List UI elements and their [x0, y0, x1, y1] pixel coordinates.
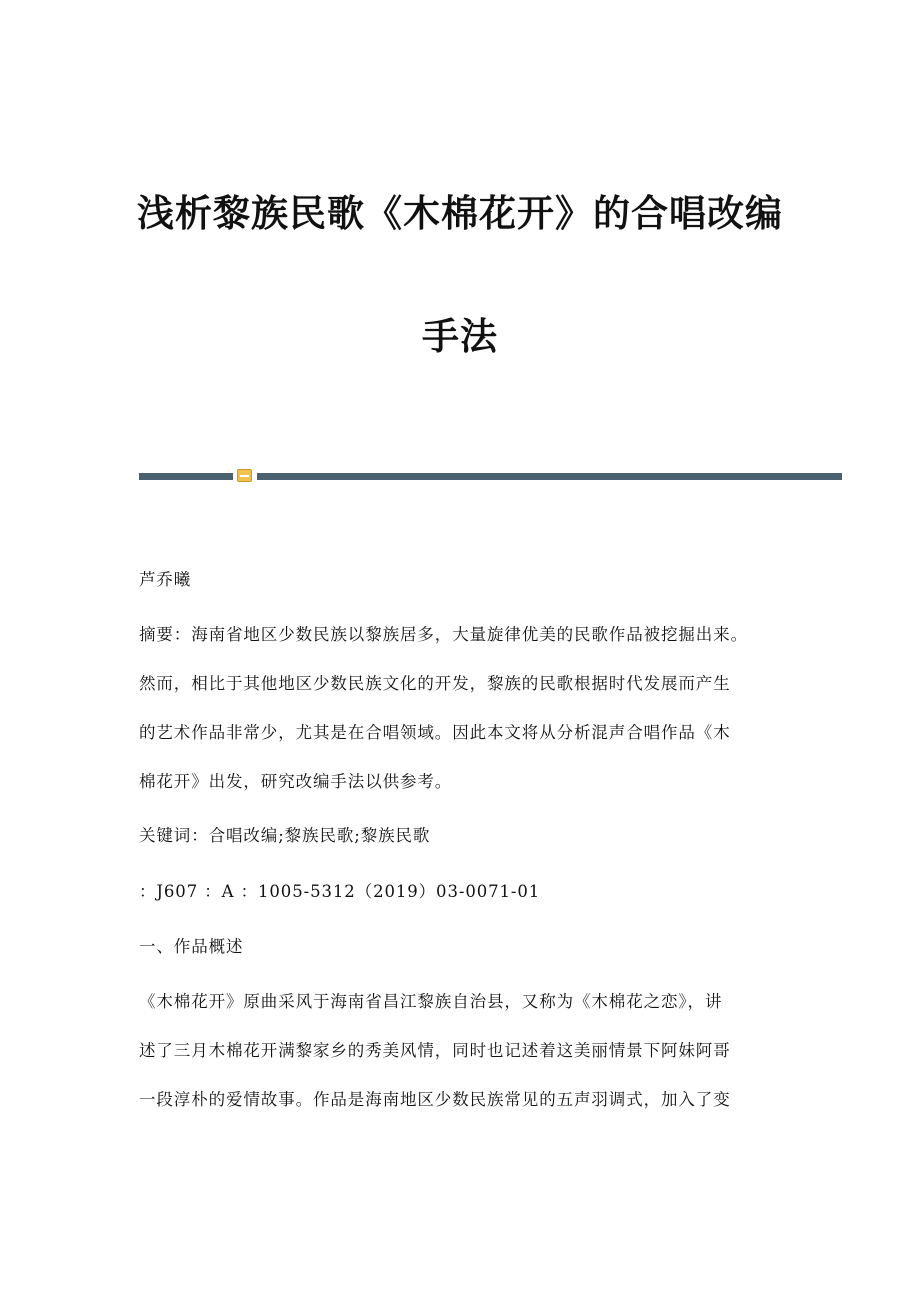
- body-line: 述了三月木棉花开满黎家乡的秀美风情，同时也记述着这美丽情景下阿妹阿哥: [139, 1041, 731, 1060]
- divider-bar-right: [257, 473, 842, 480]
- envelope-icon: [237, 469, 252, 482]
- author-name: 芦乔曦: [139, 570, 192, 589]
- page-title-continued: 手法: [422, 315, 498, 358]
- classification-codes: ：J607 ：A ：1005-5312（2019）03-0071-01: [139, 882, 541, 901]
- body-line: 《木棉花开》原曲采风于海南省昌江黎族自治县，又称为《木棉花之恋》，讲: [139, 992, 723, 1011]
- divider-bar-left: [139, 473, 233, 480]
- abstract-line: 棉花开》出发，研究改编手法以供参考。: [139, 772, 453, 791]
- abstract-line: 的艺术作品非常少，尤其是在合唱领域。因此本文将从分析混声合唱作品《木: [139, 723, 731, 742]
- abstract-line: 然而，相比于其他地区少数民族文化的开发，黎族的民歌根据时代发展而产生: [139, 674, 731, 693]
- body-line: 一段淳朴的爱情故事。作品是海南地区少数民族常见的五声羽调式，加入了变: [139, 1090, 731, 1109]
- keywords: 关键词：合唱改编;黎族民歌;黎族民歌: [139, 826, 431, 845]
- title-divider: [139, 468, 842, 484]
- abstract-line: 摘要：海南省地区少数民族以黎族居多，大量旋律优美的民歌作品被挖掘出来。: [139, 625, 748, 644]
- page-title: 浅析黎族民歌《木棉花开》的合唱改编: [137, 192, 783, 235]
- section-heading: 一、作品概述: [139, 937, 244, 956]
